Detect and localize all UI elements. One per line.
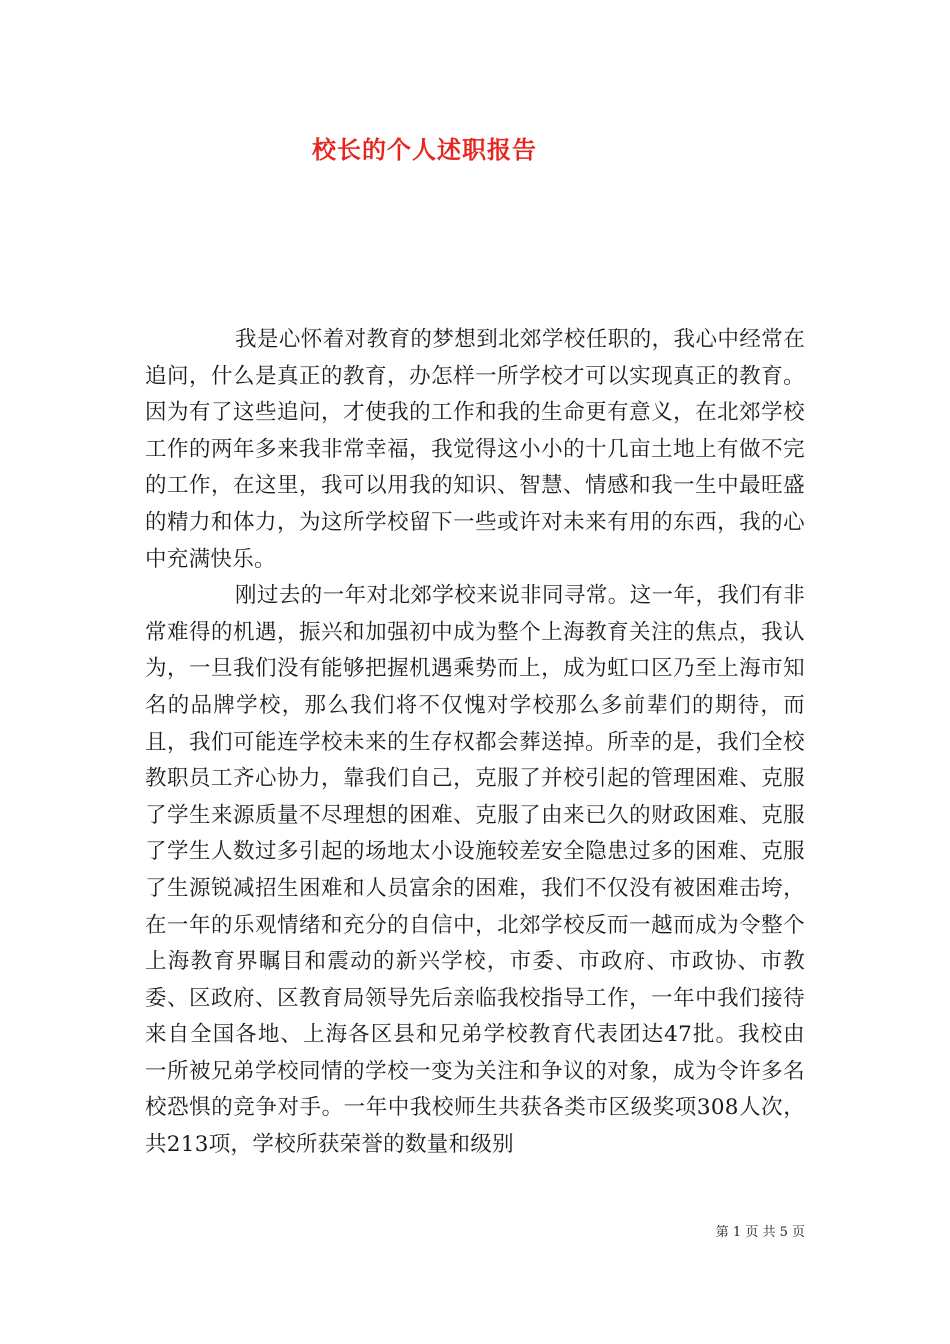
paragraph-1: 我是心怀着对教育的梦想到北郊学校任职的，我心中经常在追问，什么是真正的教育，办怎样一所学校才可以实现真正的教育。因为有了这些追问，才使我的工作和我的生命更有意义，在北郊学校工作的两年多来我非常幸福，我觉得这小小的十几亩土地上有做不完的工作，在这里，我可以用我的知识、智慧、情感和我一生中最旺盛的精力和体力，为这所学校留下一些或许对未来有用的东西，我的心中充满快乐。: [145, 327, 805, 572]
document-body: [145, 322, 805, 1164]
paragraph-2: 刚过去的一年对北郊学校来说非同寻常。这一年，我们有非常难得的机遇，振兴和加强初中成为整个上海教育关注的焦点，我认为，一旦我们没有能够把握机遇乘势而上，成为虹口区乃至上海市知名的品牌学校，那么我们将不仅愧对学校那么多前辈们的期待，而且，我们可能连学校未来的生存权都会葬送掉。所幸的是，我们全校教职员工齐心协力，靠我们自己，克服了并校引起的管理困难、克服了学生来源质量不尽理想的困难、克服了由来已久的财政困难、克服了学生人数过多引起的场地太小设施较差安全隐患过多的困难、克服了生源锐减招生困难和人员富余的困难，我们不仅没有被困难击垮，在一年的乐观情绪和充分的自信中，北郊学校反而一越而成为令整个上海教育界瞩目和震动的新兴学校，市委、市政府、市政协、市教委、区政府、区教育局领导先后亲临我校指导工作，一年中我们接待来自全国各地、上海各区县和兄弟学校教育代表团达47批。我校由一所被兄弟学校同情的学校一变为关注和争议的对象，成为令许多名校恐惧的竞争对手。一年中我校师生共获各类市区级奖项308人次，共213项，学校所获荣誉的数量和级别: [145, 583, 805, 1158]
document-title: 校长的个人述职报告: [312, 135, 537, 164]
page-number: 第 1 页 共 5 页: [715, 1225, 805, 1240]
